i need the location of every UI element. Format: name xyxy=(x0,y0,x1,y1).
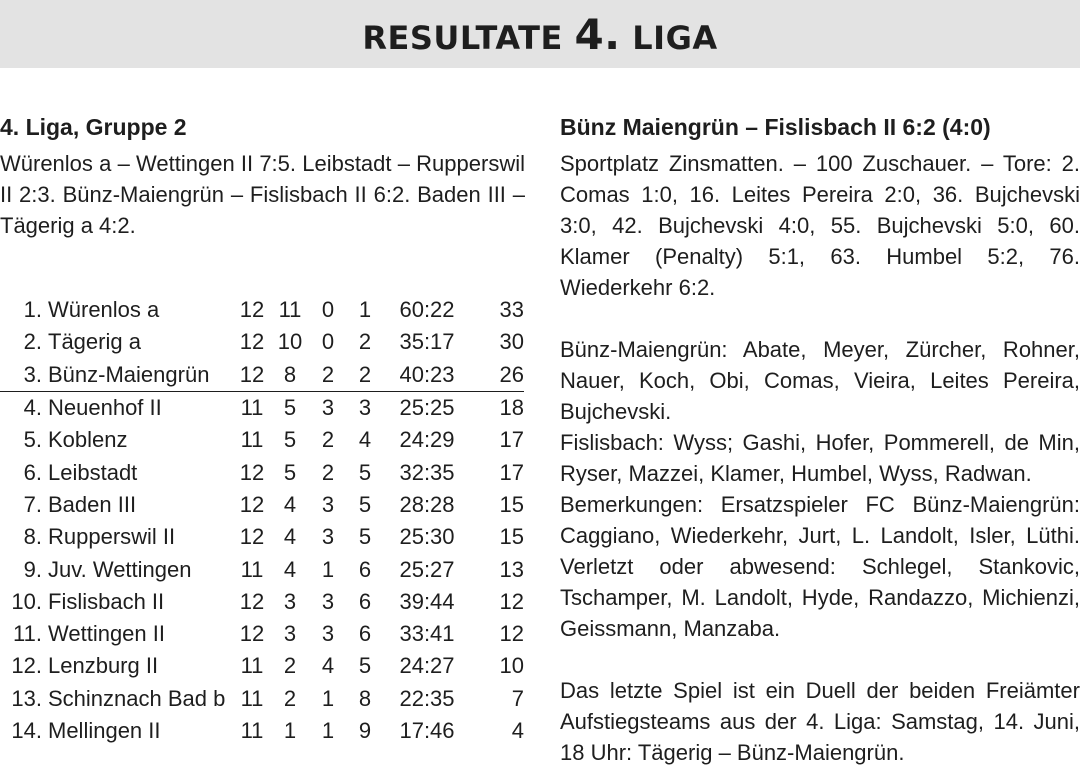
standings-rank: 9. xyxy=(23,556,42,582)
standings-l: 9 xyxy=(358,718,372,743)
standings-gp: 12 xyxy=(232,359,272,392)
standings-rank: 6. xyxy=(23,459,42,485)
page-title xyxy=(362,10,717,59)
standings-pts: 13 xyxy=(499,556,524,582)
standings-team: Lenzburg II xyxy=(48,653,159,679)
standings-d: 2 xyxy=(321,427,335,453)
standings-l: 8 xyxy=(358,685,372,711)
right-column xyxy=(560,110,1080,768)
standings-pts: 12 xyxy=(499,621,524,647)
table-row xyxy=(0,650,524,682)
remarks: Bemerkungen: Ersatzspieler FC Bünz-Maiengrün: Caggiano, Wiederkehr, Jurt, L. Landolt, Isler, Lüthi. Verletzt oder abwesend: Schlegel, Stankovic, Tschamper, M. Landolt, Hyde, Randazzo, Michienzi, Geissmann, Manzaba. xyxy=(560,492,1080,641)
table-row xyxy=(0,521,524,553)
standings-l: 1 xyxy=(358,297,372,323)
standings-d: 0 xyxy=(321,329,335,355)
standings-gp: 11 xyxy=(240,556,264,582)
standings-rank: 2. xyxy=(23,329,42,355)
standings-pts: 15 xyxy=(499,524,524,550)
standings-goals: 40:23 xyxy=(382,359,472,392)
standings-goals: 32:35 xyxy=(399,459,455,485)
standings-goals: 24:27 xyxy=(399,653,455,679)
standings-d: 4 xyxy=(321,653,335,679)
standings-gp: 11 xyxy=(240,427,264,453)
table-row xyxy=(0,586,524,618)
standings-l: 4 xyxy=(358,427,372,453)
standings-d: 3 xyxy=(321,491,335,517)
standings-pts: 7 xyxy=(511,685,524,711)
title-prefix: RESULTATE xyxy=(362,18,563,57)
table-row xyxy=(0,715,524,747)
standings-team: Neuenhof II xyxy=(48,395,162,421)
table-row xyxy=(0,683,524,715)
standings-team: Fislisbach II xyxy=(48,588,165,614)
standings-goals: 22:35 xyxy=(399,685,455,711)
title-suffix: LIGA xyxy=(632,18,718,57)
standings-pts: 17 xyxy=(499,427,524,453)
standings-rank: 10. xyxy=(11,588,42,614)
standings-w: 5 xyxy=(283,459,297,485)
standings-team: Juv. Wettingen xyxy=(48,556,192,582)
standings-table xyxy=(0,294,524,747)
standings-goals: 17:46 xyxy=(399,718,455,743)
standings-rank: 5. xyxy=(23,427,42,453)
standings-rank: 14. xyxy=(11,718,42,743)
table-row xyxy=(0,489,524,521)
standings-goals: 35:17 xyxy=(399,329,455,355)
standings-w: 4 xyxy=(283,491,297,517)
standings-team: Wettingen II xyxy=(48,621,165,647)
standings-d: 3 xyxy=(321,395,335,421)
table-row xyxy=(0,359,524,392)
standings-l: 3 xyxy=(358,395,372,421)
standings-pts: 30 xyxy=(499,329,524,355)
standings-rank: 7. xyxy=(23,491,42,517)
standings-gp: 11 xyxy=(240,718,264,743)
standings-team: Schinznach Bad b xyxy=(48,685,226,711)
page-banner xyxy=(0,0,1080,68)
standings-w: 2 xyxy=(283,685,297,711)
outlook: Das letzte Spiel ist ein Duell der beiden Freiämter Aufstiegsteams aus der 4. Liga: Samstag, 14. Juni, 18 Uhr: Tägerig – Bünz-Maiengrün. xyxy=(560,678,1080,765)
standings-d: 3 xyxy=(321,621,335,647)
standings-l: 2 xyxy=(348,359,382,392)
standings-l: 5 xyxy=(358,459,372,485)
standings-l: 2 xyxy=(358,329,372,355)
standings-goals: 25:30 xyxy=(399,524,455,550)
standings-team: Würenlos a xyxy=(48,297,160,323)
standings-l: 5 xyxy=(358,491,372,517)
standings-w: 5 xyxy=(283,395,297,421)
standings-gp: 12 xyxy=(239,621,265,647)
title-number: 4. xyxy=(574,9,621,59)
standings-w: 10 xyxy=(277,329,303,355)
standings-goals: 39:44 xyxy=(399,588,455,614)
standings-gp: 12 xyxy=(239,459,265,485)
standings-gp: 11 xyxy=(240,685,264,711)
standings-gp: 12 xyxy=(239,524,265,550)
standings-team: Leibstadt xyxy=(48,459,138,485)
standings-gp: 12 xyxy=(239,329,265,355)
standings-l: 5 xyxy=(358,653,372,679)
standings-rank: 12. xyxy=(11,653,42,679)
standings-pts: 17 xyxy=(499,459,524,485)
standings-l: 6 xyxy=(358,556,372,582)
standings-goals: 60:22 xyxy=(399,297,455,323)
standings-team: Baden III xyxy=(48,491,137,517)
standings-d: 2 xyxy=(321,459,335,485)
standings-goals: 33:41 xyxy=(399,621,455,647)
standings-pts: 26 xyxy=(472,359,524,392)
standings-w: 11 xyxy=(278,297,302,323)
standings-d: 3 xyxy=(321,524,335,550)
standings-team: Tägerig a xyxy=(48,329,141,355)
standings-w: 1 xyxy=(283,718,297,743)
table-row xyxy=(0,326,524,358)
table-row xyxy=(0,456,524,488)
standings-gp: 12 xyxy=(239,297,265,323)
standings-d: 1 xyxy=(321,718,335,743)
standings-l: 6 xyxy=(358,621,372,647)
standings-gp: 12 xyxy=(239,491,265,517)
standings-pts: 4 xyxy=(511,718,524,743)
standings-d: 2 xyxy=(308,359,348,392)
standings-d: 1 xyxy=(321,556,335,582)
standings-w: 4 xyxy=(283,556,297,582)
table-row xyxy=(0,391,524,424)
left-column xyxy=(0,110,525,241)
standings-w: 4 xyxy=(283,524,297,550)
table-row xyxy=(0,294,524,326)
standings-l: 6 xyxy=(358,588,372,614)
match-heading: Bünz Maiengrün – Fislisbach II 6:2 (4:0) xyxy=(560,114,991,140)
standings-l: 5 xyxy=(358,524,372,550)
standings-w: 2 xyxy=(283,653,297,679)
standings-rank: 11. xyxy=(13,621,42,647)
standings-pts: 10 xyxy=(499,653,524,679)
standings-gp: 11 xyxy=(240,653,264,679)
standings-goals: 25:25 xyxy=(399,395,455,421)
standings-pts: 18 xyxy=(499,395,524,421)
standings-w: 5 xyxy=(283,427,297,453)
standings-pts: 33 xyxy=(499,297,524,323)
standings-d: 1 xyxy=(321,685,335,711)
standings-gp: 11 xyxy=(240,395,264,421)
standings-d: 0 xyxy=(321,297,335,323)
standings-team: Bünz-Maiengrün xyxy=(48,359,232,392)
lineup-home: Bünz-Maiengrün: Abate, Meyer, Zürcher, Rohner, Nauer, Koch, Obi, Comas, Vieira, Leites Pereira, Bujchevski. xyxy=(560,337,1080,424)
standings-goals: 25:27 xyxy=(399,556,455,582)
standings-gp: 12 xyxy=(239,588,265,614)
standings-rank: 13. xyxy=(11,685,42,711)
standings-rank: 4. xyxy=(23,395,42,421)
standings-w: 8 xyxy=(272,359,308,392)
table-row xyxy=(0,553,524,585)
table-row xyxy=(0,424,524,456)
standings-pts: 12 xyxy=(499,588,524,614)
group-heading: 4. Liga, Gruppe 2 xyxy=(0,114,187,140)
standings-team: Rupperswil II xyxy=(48,524,176,550)
standings-rank: 3. xyxy=(0,359,48,392)
standings-team: Koblenz xyxy=(48,427,128,453)
table-row xyxy=(0,618,524,650)
standings-rank: 1. xyxy=(23,297,42,323)
standings-goals: 28:28 xyxy=(399,491,455,517)
standings-w: 3 xyxy=(283,621,297,647)
lineup-away: Fislisbach: Wyss; Gashi, Hofer, Pommerell, de Min, Ryser, Mazzei, Klamer, Humbel, Wyss, Radwan. xyxy=(560,430,1080,486)
standings-pts: 15 xyxy=(499,491,524,517)
standings-team: Mellingen II xyxy=(48,718,161,743)
results-text: Würenlos a – Wettingen II 7:5. Leibstadt – Rupperswil II 2:3. Bünz-Maiengrün – Fislisbach II 6:2. Baden III – Tägerig a 4:2. xyxy=(0,151,525,238)
standings-d: 3 xyxy=(321,588,335,614)
standings-w: 3 xyxy=(283,588,297,614)
standings-rank: 8. xyxy=(23,524,42,550)
match-report: Sportplatz Zinsmatten. – 100 Zuschauer. – Tore: 2. Comas 1:0, 16. Leites Pereira 2:0, 36. Bujchevski 3:0, 42. Bujchevski 4:0, 55. Bujchevski 5:0, 60. Klamer (Penalty) 5:1, 63. Humbel 5:2, 76. Wiederkehr 6:2. xyxy=(560,151,1080,300)
standings-goals: 24:29 xyxy=(399,427,455,453)
